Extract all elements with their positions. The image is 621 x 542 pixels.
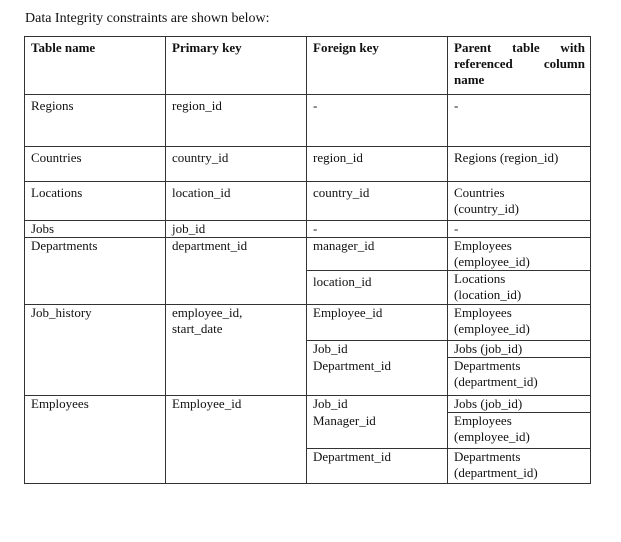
parent-line: (employee_id) — [454, 429, 530, 444]
parent-line: (location_id) — [454, 287, 522, 302]
table-name-cell: Departments — [25, 238, 166, 305]
parent-cell — [448, 238, 591, 271]
table-name-cell: Employees — [25, 396, 166, 484]
foreign-key-cell: Department_id — [307, 449, 448, 484]
parent-cell — [448, 358, 591, 396]
parent-cell — [448, 449, 591, 484]
parent-line: (employee_id) — [454, 321, 530, 336]
parent-line: (department_id) — [454, 465, 538, 480]
foreign-key-cell: Job_id — [307, 341, 448, 358]
primary-key-cell: department_id — [166, 238, 307, 305]
table-row — [25, 305, 591, 341]
parent-line: (country_id) — [454, 201, 519, 216]
parent-cell: - — [448, 221, 591, 238]
primary-key-line: employee_id, — [172, 305, 243, 320]
parent-line: Countries — [454, 185, 505, 200]
parent-cell — [448, 305, 591, 341]
parent-cell — [448, 271, 591, 305]
parent-line: Employees — [454, 305, 512, 320]
primary-key-cell: job_id — [166, 221, 307, 238]
table-name-cell: Regions — [25, 95, 166, 147]
header-parent-table: Parent table with referenced column name — [448, 37, 591, 95]
foreign-key-cell: location_id — [307, 271, 448, 305]
primary-key-cell: Employee_id — [166, 396, 307, 484]
parent-cell — [448, 413, 591, 449]
parent-line: Employees — [454, 413, 512, 428]
primary-key-cell: region_id — [166, 95, 307, 147]
foreign-key-cell: manager_id — [307, 238, 448, 271]
foreign-key-cell: country_id — [307, 182, 448, 221]
parent-cell: Jobs (job_id) — [448, 396, 591, 413]
primary-key-cell: location_id — [166, 182, 307, 221]
table-name-cell: Jobs — [25, 221, 166, 238]
foreign-key-cell: Manager_id — [307, 413, 448, 449]
header-row — [25, 37, 591, 95]
parent-line: Locations — [454, 271, 506, 286]
foreign-key-cell: - — [307, 95, 448, 147]
table-row — [25, 147, 591, 182]
table-name-cell: Countries — [25, 147, 166, 182]
foreign-key-cell: Department_id — [307, 358, 448, 396]
table-name-cell: Locations — [25, 182, 166, 221]
parent-line: Employees — [454, 238, 512, 253]
table-row — [25, 182, 591, 221]
foreign-key-cell: region_id — [307, 147, 448, 182]
parent-line: (employee_id) — [454, 254, 530, 269]
table-row — [25, 95, 591, 147]
parent-line: Departments — [454, 449, 521, 464]
table-row — [25, 221, 591, 238]
header-table-name: Table name — [25, 37, 166, 95]
primary-key-cell — [166, 305, 307, 396]
parent-cell — [448, 182, 591, 221]
primary-key-line: start_date — [172, 321, 223, 336]
primary-key-cell: country_id — [166, 147, 307, 182]
foreign-key-cell: Employee_id — [307, 305, 448, 341]
parent-cell: Regions (region_id) — [448, 147, 591, 182]
table-name-cell: Job_history — [25, 305, 166, 396]
integrity-table — [24, 36, 591, 484]
table-row — [25, 396, 591, 413]
parent-cell: - — [448, 95, 591, 147]
foreign-key-cell: Job_id — [307, 396, 448, 413]
header-primary-key: Primary key — [166, 37, 307, 95]
parent-line: (department_id) — [454, 374, 538, 389]
foreign-key-cell: - — [307, 221, 448, 238]
caption: Data Integrity constraints are shown below: — [25, 11, 270, 26]
parent-line: Departments — [454, 358, 521, 373]
table-row — [25, 238, 591, 271]
header-foreign-key: Foreign key — [307, 37, 448, 95]
parent-cell: Jobs (job_id) — [448, 341, 591, 358]
